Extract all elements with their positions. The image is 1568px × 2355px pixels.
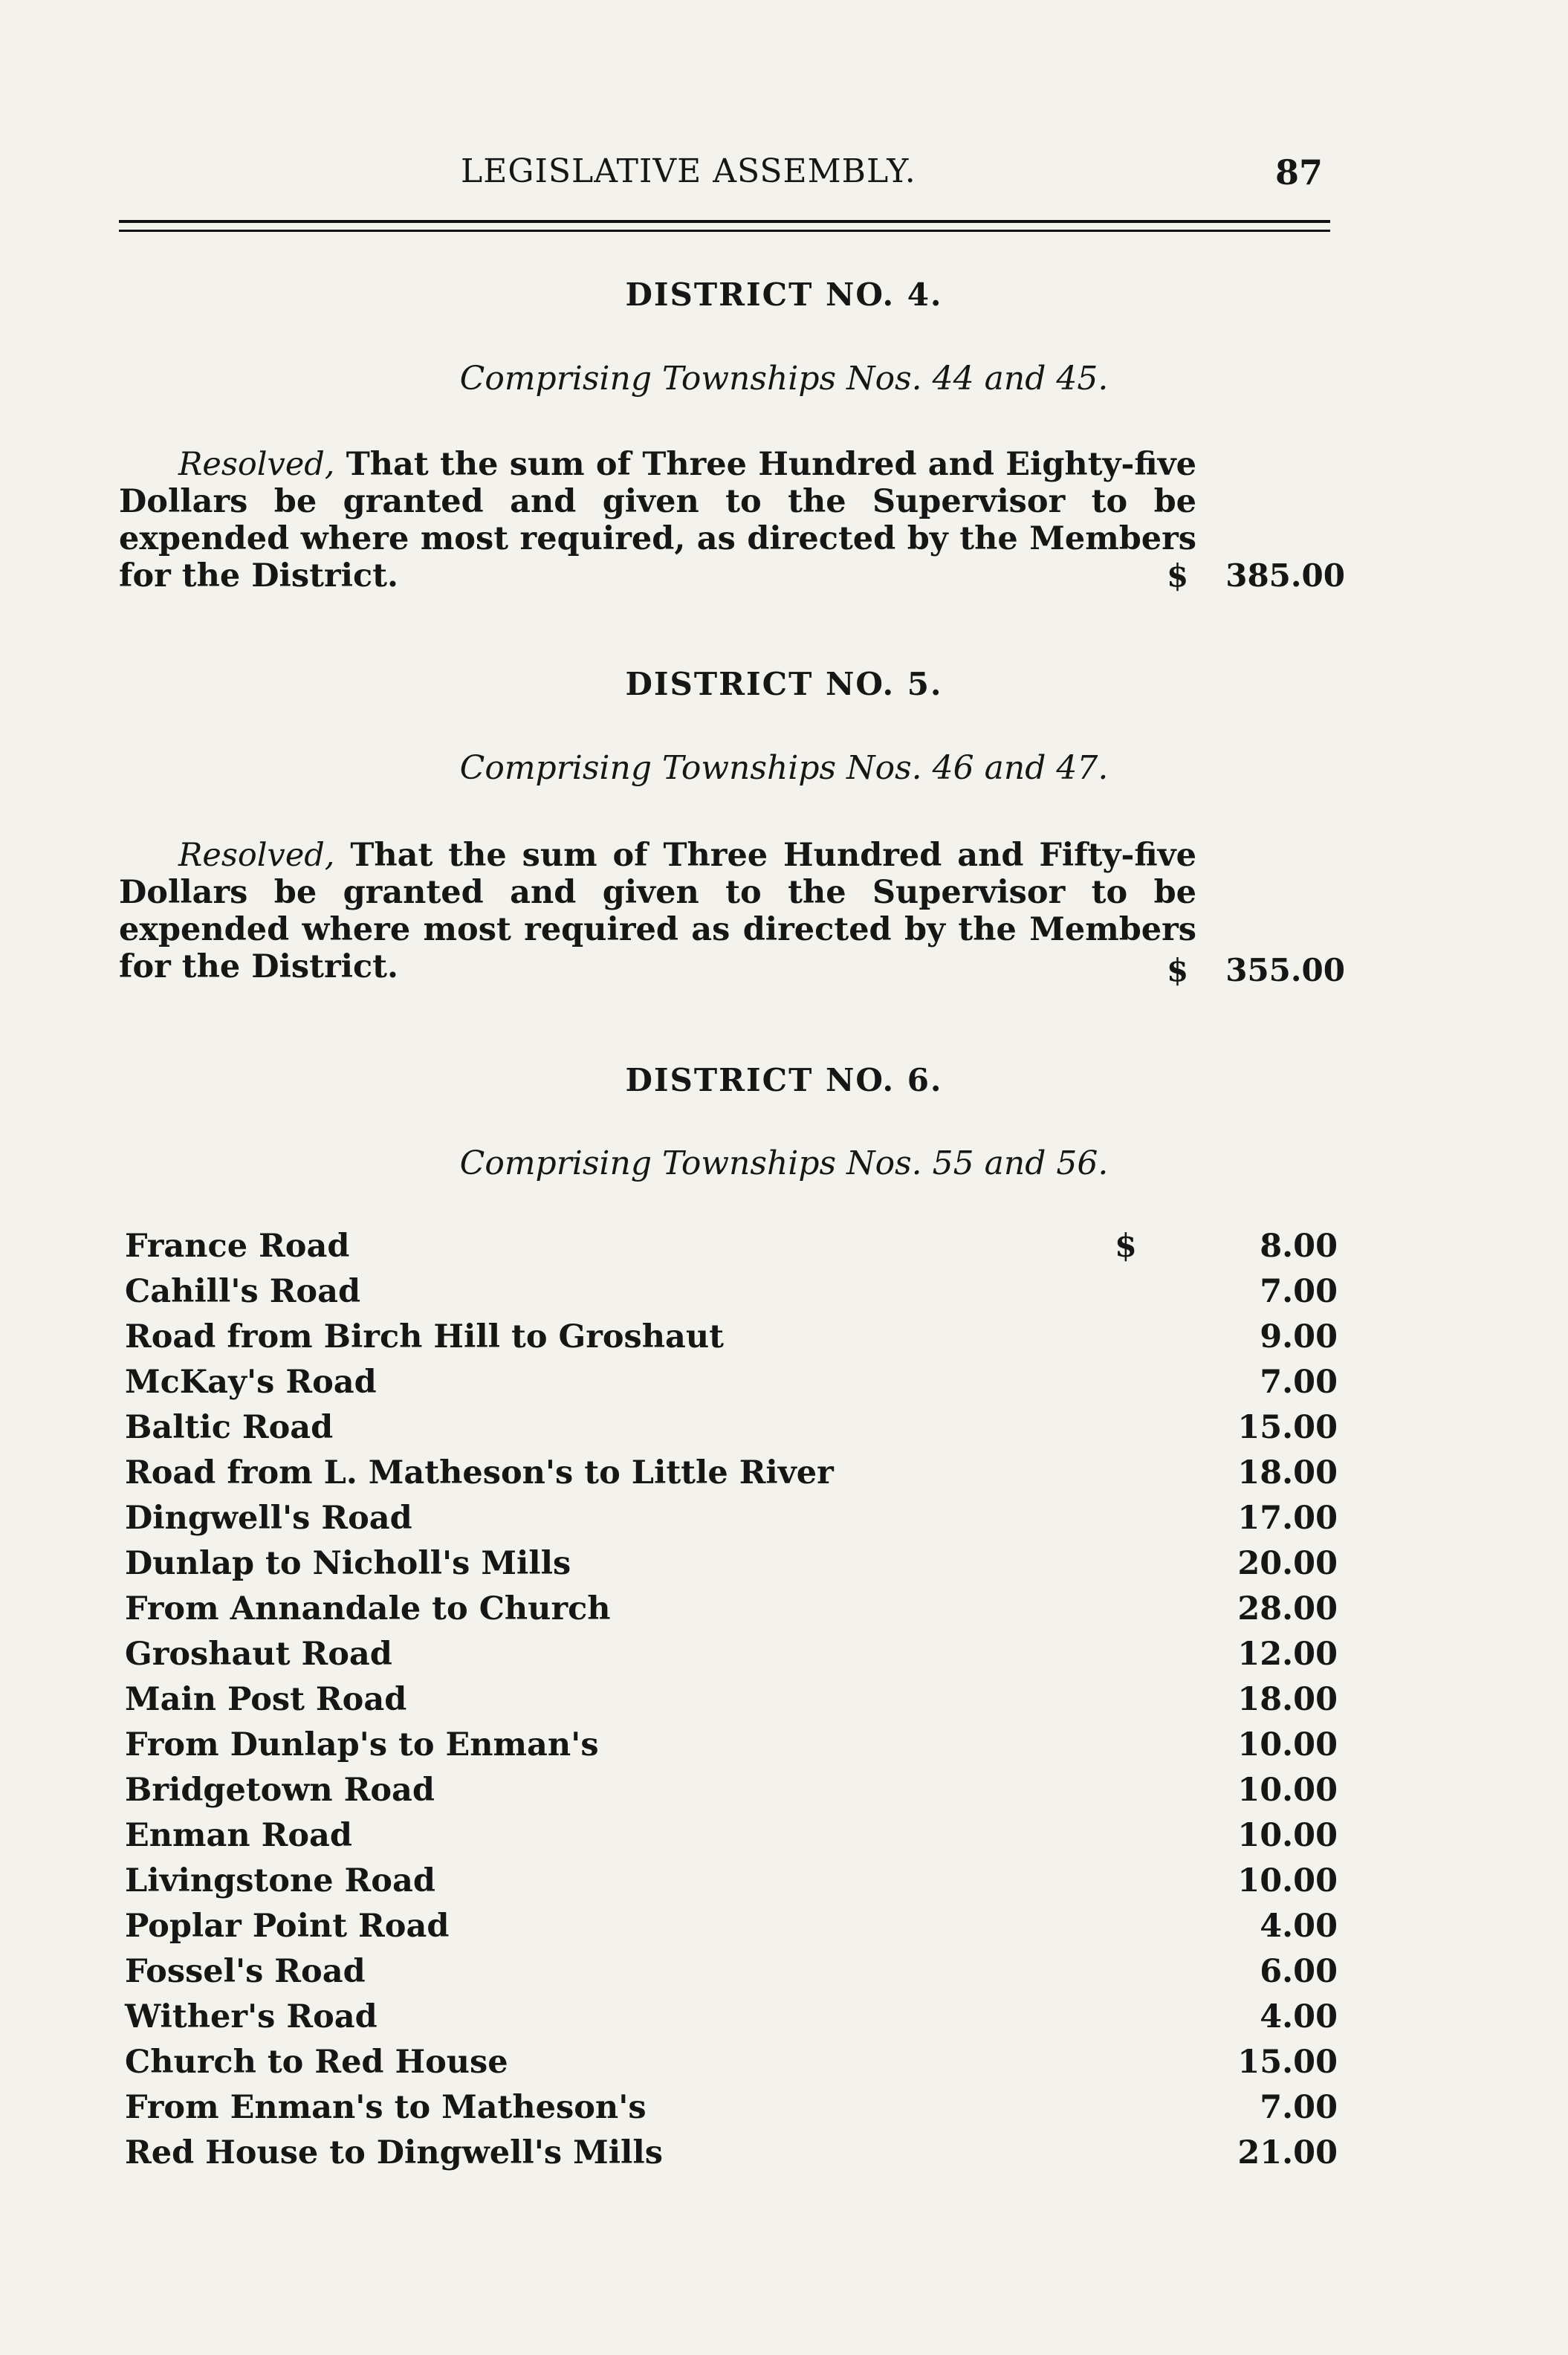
road-name: Enman Road [125, 1817, 352, 1854]
road-name: Groshaut Road [125, 1636, 392, 1673]
page-number: 87 [1274, 152, 1323, 192]
road-row [119, 1726, 1338, 1772]
road-row [119, 2134, 1338, 2180]
road-row [119, 1953, 1338, 1998]
district-5-resolved-label: Resolved, [178, 837, 335, 874]
road-amount-value: 10.00 [1237, 1817, 1338, 1854]
road-amount-value: 15.00 [1237, 2044, 1338, 2081]
road-name: Main Post Road [125, 1681, 407, 1718]
district-4-amount-value: 385.00 [1225, 557, 1345, 594]
road-amount [1115, 1228, 1338, 1265]
road-row [119, 1228, 1338, 1273]
district-4-resolution [119, 446, 1196, 595]
road-amount-value: 8.00 [1260, 1228, 1338, 1265]
road-amount [1115, 1273, 1338, 1310]
road-amount-value: 7.00 [1260, 1364, 1338, 1401]
road-name: Dunlap to Nicholl's Mills [125, 1545, 571, 1582]
road-name: Wither's Road [125, 1998, 378, 2035]
road-row [119, 1862, 1338, 1908]
road-amount-value: 28.00 [1237, 1590, 1338, 1627]
road-row [119, 2044, 1338, 2089]
road-amount-value: 18.00 [1237, 1681, 1338, 1718]
road-row [119, 1817, 1338, 1862]
road-name: From Enman's to Matheson's [125, 2089, 647, 2126]
district-5-amount [1167, 952, 1345, 988]
road-amount-value: 4.00 [1260, 1908, 1338, 1945]
road-amount-value: 18.00 [1237, 1454, 1338, 1491]
road-row [119, 1681, 1338, 1726]
road-name: Fossel's Road [125, 1953, 366, 1990]
district-6-comprising: Comprising Townships Nos. 55 and 56. [459, 1144, 1109, 1182]
road-name: Church to Red House [125, 2044, 508, 2081]
road-row [119, 1273, 1338, 1318]
road-amount [1115, 1772, 1338, 1809]
road-amount-value: 6.00 [1260, 1953, 1338, 1990]
district-5-resolution-text: That the sum of Three Hundred and Fifty-five Dollars be granted and given to the Supervisor to be expended where most required as directed by the Members for the District. [119, 837, 1196, 985]
road-row [119, 1636, 1338, 1681]
road-amount [1115, 2089, 1338, 2126]
road-amount [1115, 1409, 1338, 1446]
road-amount [1115, 1998, 1338, 2035]
district-4-comprising: Comprising Townships Nos. 44 and 45. [459, 360, 1109, 398]
district-5-resolution [119, 837, 1196, 985]
road-amount [1115, 1318, 1338, 1355]
road-name: Poplar Point Road [125, 1908, 450, 1945]
road-amount [1115, 1817, 1338, 1854]
road-row [119, 1998, 1338, 2044]
district-4-resolved-label: Resolved, [178, 446, 335, 483]
road-name: Livingstone Road [125, 1862, 435, 1899]
road-amount-value: 10.00 [1237, 1772, 1338, 1809]
road-amount-value: 21.00 [1237, 2134, 1338, 2171]
road-amount-value: 9.00 [1260, 1318, 1338, 1355]
road-amount [1115, 1636, 1338, 1673]
header-rule-thin [119, 230, 1330, 232]
road-amount [1115, 1590, 1338, 1627]
road-amount-value: 10.00 [1237, 1726, 1338, 1763]
road-amount-value: 7.00 [1260, 1273, 1338, 1310]
road-name: Red House to Dingwell's Mills [125, 2134, 663, 2171]
road-amount-value: 20.00 [1237, 1545, 1338, 1582]
road-amount [1115, 1953, 1338, 1990]
road-row [119, 1772, 1338, 1817]
header-rule-thick [119, 220, 1330, 223]
road-name: Baltic Road [125, 1409, 334, 1446]
district-4-currency: $ [1167, 557, 1189, 594]
header-title: LEGISLATIVE ASSEMBLY. [461, 152, 916, 190]
road-amount [1115, 2044, 1338, 2081]
road-currency: $ [1115, 1228, 1137, 1265]
road-name: Cahill's Road [125, 1273, 361, 1310]
road-amount [1115, 1681, 1338, 1718]
road-row [119, 1590, 1338, 1636]
road-name: Dingwell's Road [125, 1500, 412, 1537]
road-amount-value: 4.00 [1260, 1998, 1338, 2035]
road-amount [1115, 2134, 1338, 2171]
road-row [119, 1409, 1338, 1454]
road-row [119, 1318, 1338, 1364]
road-amount [1115, 1364, 1338, 1401]
road-row [119, 2089, 1338, 2134]
road-amount-value: 7.00 [1260, 2089, 1338, 2126]
road-row [119, 1364, 1338, 1409]
road-amount [1115, 1908, 1338, 1945]
road-name: Road from L. Matheson's to Little River [125, 1454, 834, 1491]
road-row [119, 1454, 1338, 1500]
district-5-title: DISTRICT NO. 5. [625, 666, 943, 702]
district-4-title: DISTRICT NO. 4. [625, 276, 943, 313]
road-name: From Annandale to Church [125, 1590, 611, 1627]
district-5-currency: $ [1167, 952, 1189, 988]
district-4-amount [1167, 557, 1345, 594]
road-amount-value: 15.00 [1237, 1409, 1338, 1446]
page-header [119, 152, 1323, 212]
road-amount-value: 17.00 [1237, 1500, 1338, 1537]
road-row [119, 1500, 1338, 1545]
road-row [119, 1908, 1338, 1953]
road-name: Bridgetown Road [125, 1772, 435, 1809]
road-name: McKay's Road [125, 1364, 377, 1401]
road-name: Road from Birch Hill to Groshaut [125, 1318, 724, 1355]
district-4-resolution-text: That the sum of Three Hundred and Eighty-five Dollars be granted and given to the Supervisor to be expended where most required, as directed by the Members for the District. [119, 446, 1196, 595]
district-6-title: DISTRICT NO. 6. [625, 1062, 943, 1098]
road-amount [1115, 1500, 1338, 1537]
district-6-road-list [119, 1228, 1338, 2180]
road-amount-value: 10.00 [1237, 1862, 1338, 1899]
road-amount-value: 12.00 [1237, 1636, 1338, 1673]
road-amount [1115, 1454, 1338, 1491]
road-amount [1115, 1545, 1338, 1582]
road-name: France Road [125, 1228, 350, 1265]
road-name: From Dunlap's to Enman's [125, 1726, 599, 1763]
district-5-amount-value: 355.00 [1225, 952, 1345, 988]
district-5-comprising: Comprising Townships Nos. 46 and 47. [459, 749, 1109, 787]
road-row [119, 1545, 1338, 1590]
road-amount [1115, 1862, 1338, 1899]
road-amount [1115, 1726, 1338, 1763]
